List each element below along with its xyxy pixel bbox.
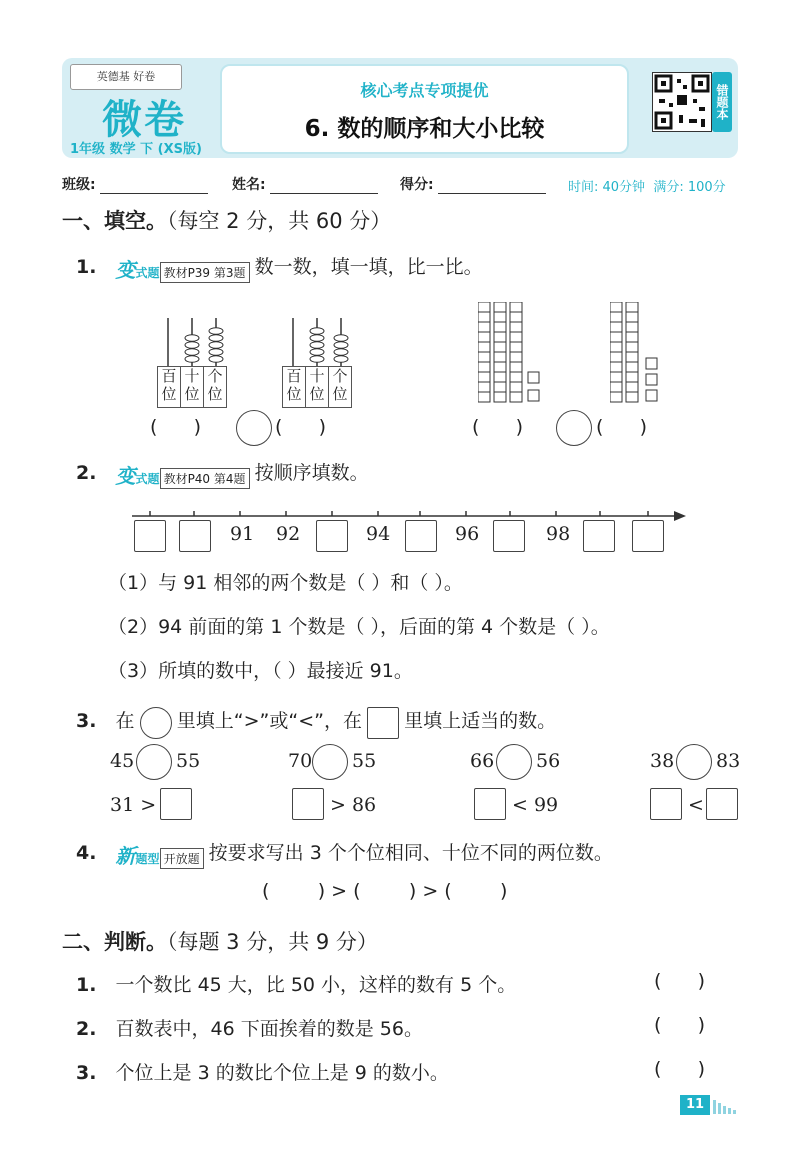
judge-item-1: 1. 一个数比 45 大，比 50 小，这样的数有 5 个。 [76, 974, 517, 996]
circle-symbol-icon [140, 707, 172, 739]
score-field[interactable] [400, 174, 546, 194]
numberline-box-7[interactable] [632, 520, 664, 552]
q3-inequality-text: 31 > [110, 794, 157, 816]
q3-fill-box-2[interactable] [292, 788, 324, 820]
page-bars-icon [712, 1098, 742, 1114]
base-ten-blocks-1 [478, 302, 548, 410]
q1-compare-circle-2[interactable] [556, 410, 592, 446]
q3-right-number: 55 [176, 750, 201, 772]
q1-answer-4[interactable]: ( ) [596, 416, 648, 438]
series-title: 微卷 [102, 97, 186, 143]
q3-line: 3. 在 里填上“>”或“<”，在 里填上适当的数。 [76, 706, 556, 739]
q4-line: 4. 新题型 开放题 按要求写出 3 个个位相同、十位不同的两位数。 [76, 842, 613, 868]
q3-fill-box-4[interactable] [650, 788, 682, 820]
q3-right-number: 55 [352, 750, 377, 772]
numberline-label: 96 [455, 523, 480, 545]
class-label: 班级: [62, 177, 96, 193]
name-field[interactable] [232, 174, 378, 194]
q3-fill-box-5[interactable] [706, 788, 738, 820]
numberline-label: 91 [230, 523, 255, 545]
q3-right-number: 83 [716, 750, 741, 772]
q3-left-number: 45 [110, 750, 135, 772]
q3-fill-box-3[interactable] [474, 788, 506, 820]
q3-left-number: 70 [288, 750, 313, 772]
page-title: 6. 数的顺序和大小比较 [304, 116, 545, 142]
q3-left-number: 38 [650, 750, 675, 772]
numberline-label: 94 [366, 523, 391, 545]
abacus-label-ones: 个位 [203, 366, 227, 408]
q2-line: 2. 变式题 教材P40 第4题 按顺序填数。 [76, 462, 369, 488]
abacus-label-hundreds: 百位 [157, 366, 181, 408]
q2-sub2[interactable]: （2）94 前面的第 1 个数是（ ），后面的第 4 个数是（ ）。 [108, 616, 610, 638]
q3-left-number: 66 [470, 750, 495, 772]
base-ten-blocks-2 [610, 302, 666, 410]
error-book-badge: 错题本 [712, 72, 732, 132]
q2-sub1[interactable]: （1）与 91 相邻的两个数是（ ）和（ ）。 [108, 572, 463, 594]
score-label: 得分: [400, 177, 434, 193]
numberline-box-5[interactable] [493, 520, 525, 552]
judge-item-2: 2. 百数表中，46 下面挨着的数是 56。 [76, 1018, 423, 1040]
q3-compare-circle-4[interactable] [676, 744, 712, 780]
section1-heading: 一、填空。（每空 2 分，共 60 分） [62, 209, 392, 233]
q3-inequality-text: < [688, 794, 704, 816]
judge-answer-2[interactable]: ( ) [654, 1014, 706, 1036]
name-label: 姓名: [232, 177, 266, 193]
q1-answer-3[interactable]: ( ) [472, 416, 524, 438]
q3-inequality-text: < 99 [512, 794, 559, 816]
abacus-label-ones: 个位 [328, 366, 352, 408]
abacus-2 [280, 316, 360, 410]
class-field[interactable] [62, 174, 208, 194]
q3-compare-circle-3[interactable] [496, 744, 532, 780]
abacus-label-hundreds: 百位 [282, 366, 306, 408]
numberline-box-4[interactable] [405, 520, 437, 552]
q3-right-number: 56 [536, 750, 561, 772]
q1-answer-1[interactable]: ( ) [150, 416, 202, 438]
numberline-box-1[interactable] [134, 520, 166, 552]
numberline-box-3[interactable] [316, 520, 348, 552]
numberline-box-2[interactable] [179, 520, 211, 552]
qr-code-icon[interactable] [652, 72, 712, 132]
numberline-label: 92 [276, 523, 301, 545]
judge-item-3: 3. 个位上是 3 的数比个位上是 9 的数小。 [76, 1062, 449, 1084]
banner-subtitle: 核心考点专项提优 [360, 81, 489, 100]
title-banner [220, 64, 629, 154]
q3-compare-circle-2[interactable] [312, 744, 348, 780]
abacus-label-tens: 十位 [305, 366, 329, 408]
section2-heading: 二、判断。（每题 3 分，共 9 分） [62, 930, 378, 954]
abacus-label-tens: 十位 [180, 366, 204, 408]
q3-fill-box-1[interactable] [160, 788, 192, 820]
q3-inequality-text: > 86 [330, 794, 377, 816]
judge-answer-1[interactable]: ( ) [654, 970, 706, 992]
brand-logo: 英德基 好卷 [70, 64, 182, 90]
q3-compare-circle-1[interactable] [136, 744, 172, 780]
time-info: 时间: 40分钟 满分: 100分 [568, 180, 726, 195]
numberline-label: 98 [546, 523, 571, 545]
grade-label: 1年级 数学 下 (XS版) [70, 142, 202, 157]
page-number: 11 [680, 1095, 710, 1115]
q1-line: 1. 变式题 教材P39 第3题 数一数，填一填，比一比。 [76, 256, 483, 282]
q4-answer[interactable]: ( ) > ( ) > ( ) [262, 880, 508, 902]
abacus-1 [155, 316, 235, 410]
header-banner [62, 58, 738, 158]
judge-answer-3[interactable]: ( ) [654, 1058, 706, 1080]
q2-sub3[interactable]: （3）所填的数中，（ ）最接近 91。 [108, 660, 413, 682]
square-symbol-icon [367, 707, 399, 739]
q1-answer-2[interactable]: ( ) [275, 416, 327, 438]
q1-compare-circle-1[interactable] [236, 410, 272, 446]
numberline-box-6[interactable] [583, 520, 615, 552]
